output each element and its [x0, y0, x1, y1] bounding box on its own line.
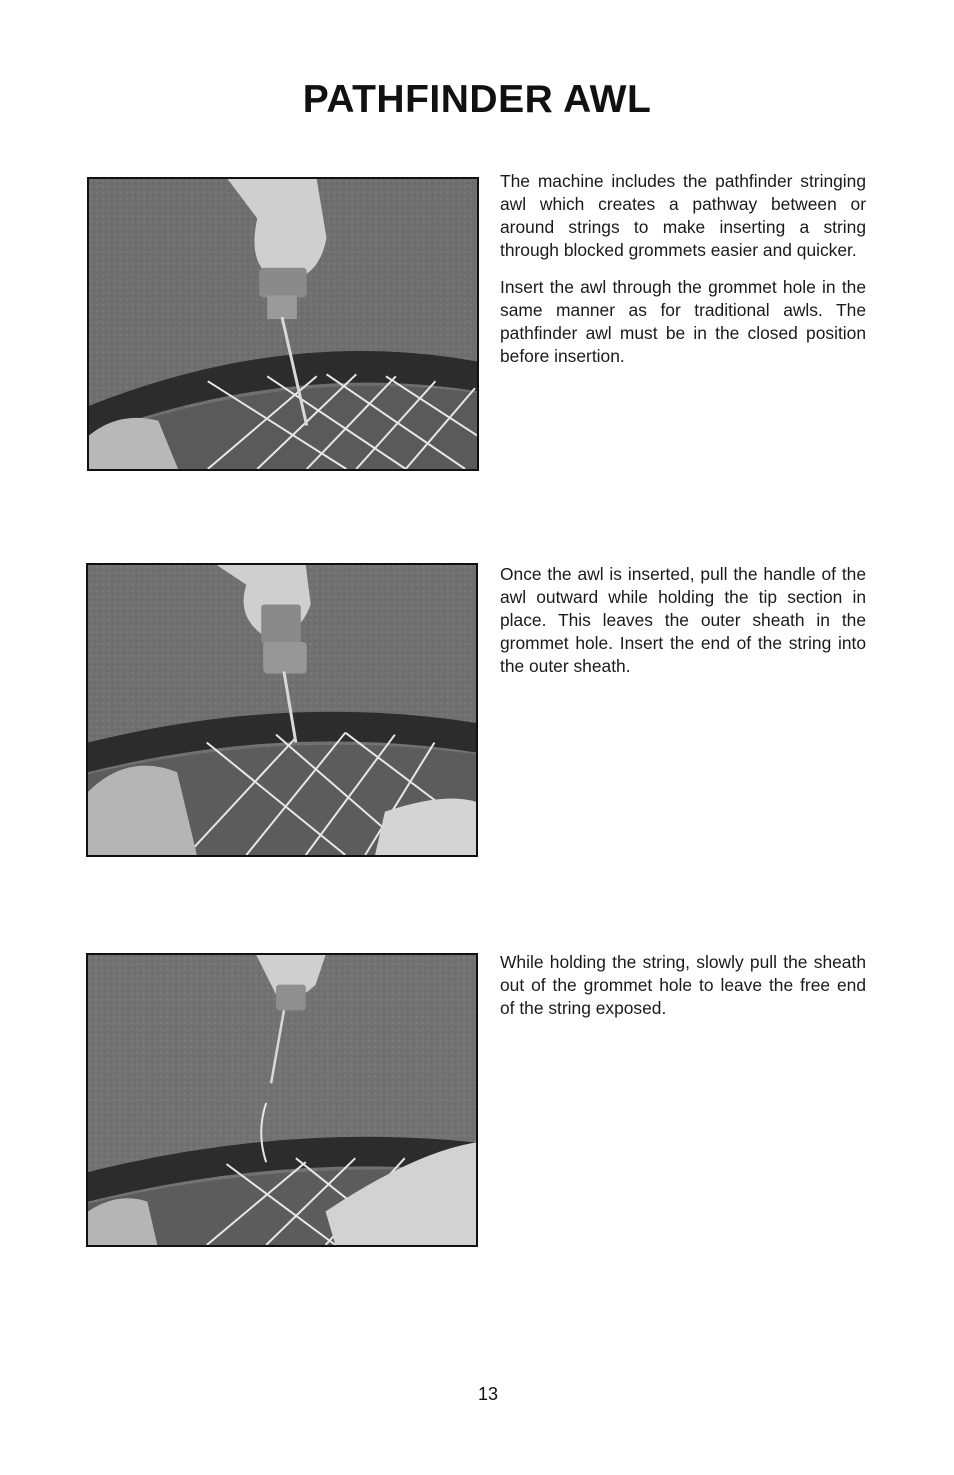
- section-1-paragraph-2: Insert the awl through the grommet hole in the same manner as for traditional awls. The pathfinder awl must be in the closed position before insertion.: [500, 277, 866, 366]
- section-2-text: [500, 563, 866, 692]
- sheath-insertion-photo: [86, 563, 478, 857]
- page-title: PATHFINDER AWL: [302, 78, 652, 121]
- awl-insertion-photo: [87, 177, 479, 471]
- section-1-text: [500, 170, 866, 382]
- section-2-paragraph-1: Once the awl is inserted, pull the handle of the awl outward while holding the tip section in place. This leaves the outer sheath in the grommet hole. Insert the end of the string into the outer sheath.: [500, 564, 866, 676]
- section-3-text: [500, 951, 866, 1034]
- free-end-photo: [86, 953, 478, 1247]
- section-1-paragraph-1: The machine includes the pathfinder stringing awl which creates a pathway between or around strings to make inserting a string through blocked grommets easier and quicker.: [500, 171, 866, 260]
- page-number: 13: [477, 1384, 499, 1404]
- section-3-paragraph-1: While holding the string, slowly pull the sheath out of the grommet hole to leave the free end of the string exposed.: [500, 952, 866, 1018]
